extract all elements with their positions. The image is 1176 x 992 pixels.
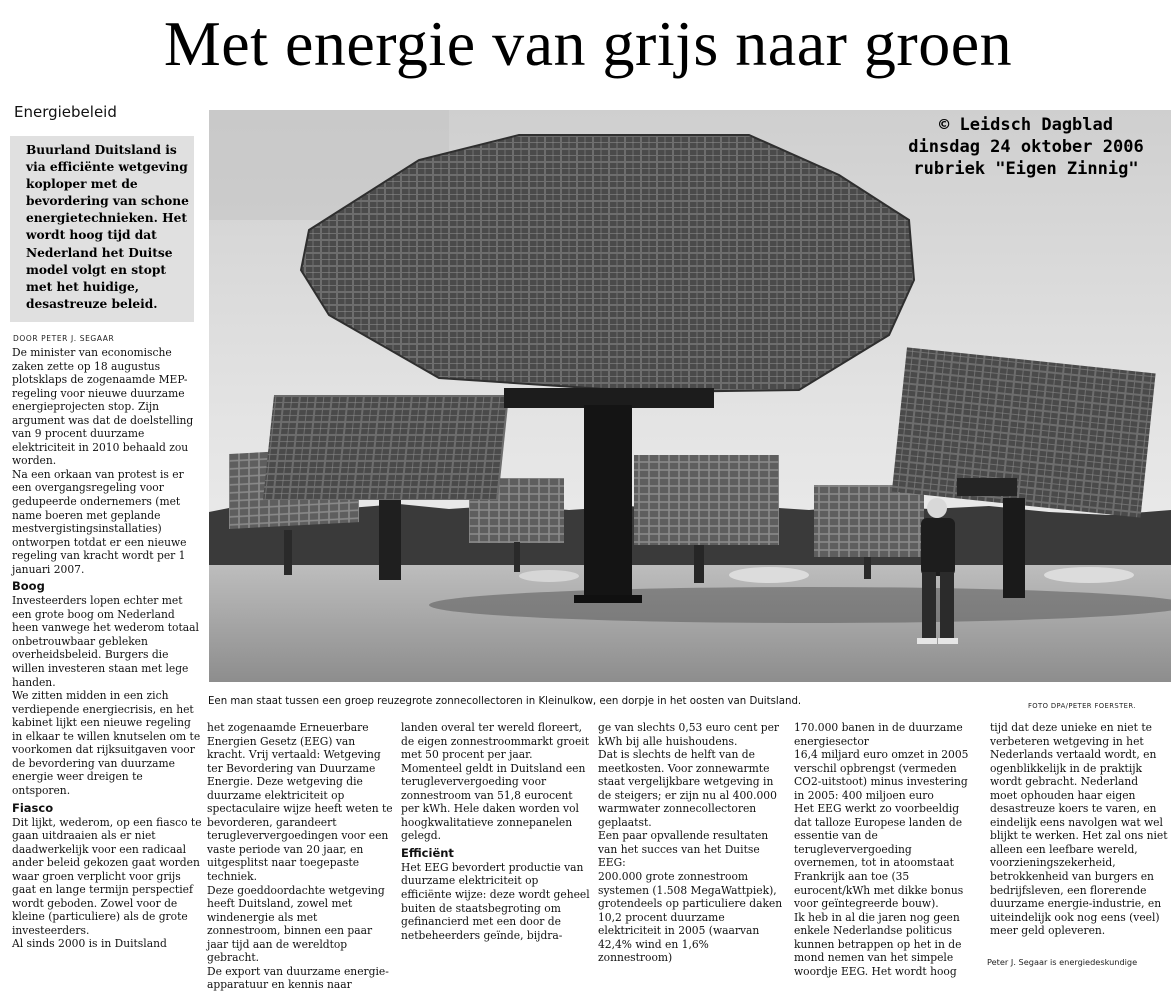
article-column-2 bbox=[207, 721, 394, 992]
lead-text: Buurland Duitsland is via efficiënte wetgeving koploper met de bevordering van schone energietechnieken. Het wordt hoog tijd dat Nederland het Duitse model volgt en stopt met het huidige, desastreuze beleid. bbox=[26, 143, 189, 311]
headline: Met energie van grijs naar groen bbox=[163, 8, 1013, 79]
paragraph: 200.000 grote zonnestroom systemen (1.508 MegaWattpiek), grotendeels op particuliere daken bbox=[598, 870, 783, 911]
paragraph: Al sinds 2000 is in Duitsland bbox=[12, 937, 167, 951]
paragraph: We zitten midden in een zich verdiepende energiecrisis, en het kabinet lijkt een nieuwe regeling in elkaar te willen knutselen om te voorkomen dat rijksuitgaven voor de bevordering van duurzame energie weer dreigen te ontsporen. bbox=[12, 689, 201, 797]
photo-credit: FOTO DPA/PETER FOERSTER. bbox=[1028, 702, 1136, 710]
paragraph: Het EEG bevordert productie van duurzame elektriciteit op efficiënte wijze: deze wordt geheel buiten de staatsbegroting om gefinancierd met een door de netbeheerders geïnde, bijdra- bbox=[401, 860, 590, 942]
article-column-4 bbox=[598, 721, 786, 965]
article-column-3 bbox=[401, 721, 590, 942]
paragraph: Na een orkaan van protest is er een overgangsregeling voor gedupeerde ondernemers (met name boeren met geplande mestvergistingsinstallaties) ontworpen totdat er een nieuwe regeling van kracht wordt per 1 januari 2007. bbox=[12, 467, 187, 576]
subheading-boog: Boog bbox=[12, 579, 45, 594]
paragraph: Momenteel geldt in Duitsland een terugleververgoeding voor zonnestroom van 51,8 eurocent per kWh. Hele daken worden vol hoogkwalitatieve zonnepanelen gelegd. bbox=[401, 761, 586, 843]
section-label: Energiebeleid bbox=[14, 103, 117, 121]
copyright-line: rubriek "Eigen Zinnig" bbox=[913, 159, 1139, 179]
article-column-6 bbox=[990, 721, 1168, 938]
paragraph: Een paar opvallende resultaten van het succes van het Duitse EEG: bbox=[598, 829, 769, 870]
paragraph: 170.000 banen in de duurzame energiesector bbox=[794, 721, 963, 748]
article-column-5 bbox=[794, 721, 974, 978]
paragraph: 16,4 miljard euro omzet in 2005 verschil opbrengst (vermeden CO2-uitstoot) minus investering in 2005: 400 miljoen euro bbox=[794, 748, 969, 802]
author-note: Peter J. Segaar is energiedeskundige bbox=[987, 957, 1138, 967]
byline: DOOR PETER J. SEGAAR bbox=[13, 334, 115, 343]
paragraph: Investeerders lopen echter met een grote boog om Nederland heen vanwege het wederom totaal onbetrouwbaar gebleken overheidsbeleid. Burgers die willen investeren staan met lege handen. bbox=[12, 594, 199, 689]
paragraph: 10,2 procent duurzame elektriciteit in 2005 (waarvan 42,4% wind en 1,6% zonnestroom) bbox=[598, 910, 760, 965]
paragraph: De export van duurzame energie-apparatuur en kennis naar bbox=[207, 964, 389, 992]
paragraph: Dat is slechts de helft van de meetkosten. Voor zonnewarmte staat vergelijkbare wetgeving in de steigers; er zijn nu al 400.000 warmwater zonnecollectoren geplaatst. bbox=[598, 748, 777, 829]
paragraph: tijd dat deze unieke en niet te verbeteren wetgeving in het Nederlands vertaald wordt, en ogenblikkelijk in de praktijk wordt gebracht. Nederland moet ophouden haar eigen desastreuze koers te varen, en eindelijk eens navolgen wat wel blijkt te werken. Het zal ons niet alleen een leefbare wereld, voorzieningszekerheid, betrokkenheid van burgers en bedrijfsleven, een florerende duurzame energie-industrie, en uiteindelijk ook nog eens (veel) meer geld opleveren. bbox=[990, 721, 1168, 938]
subheading-efficient: Efficiënt bbox=[401, 845, 454, 860]
paragraph: Het EEG werkt zo voorbeeldig dat talloze Europese landen de essentie van de terugleververgoeding overnemen, tot in atoomstaat Frankrijk aan toe (35 eurocent/kWh met dikke bonus voor geïntegreerde bouw). bbox=[794, 802, 964, 911]
copyright-notice bbox=[880, 114, 1172, 180]
solar-collectors-photo bbox=[209, 110, 1171, 682]
copyright-line: © Leidsch Dagblad bbox=[939, 115, 1113, 135]
paragraph: het zogenaamde Erneuerbare Energien Gesetz (EEG) van kracht. Vrij vertaald: Wetgeving ter Bevordering van Duurzame Energie. Deze wetgeving die duurzame elektriciteit op spectaculaire wijze heeft weten te bevorderen, garandeert terugleververgoedingen voor een vaste periode van 20 jaar, en uitgesplitst naar toegepaste techniek. bbox=[207, 721, 393, 884]
copyright-line: dinsdag 24 oktober 2006 bbox=[908, 137, 1144, 157]
paragraph: Dit lijkt, wederom, op een fiasco te gaan uitdraaien als er niet daadwerkelijk voor een radicaal ander beleid gekozen gaat worden waar groen verplicht voor grijs gaat en lange termijn perspectief wordt geboden. Zowel voor de kleine (particuliere) als de grote investeerders. bbox=[12, 815, 202, 937]
paragraph: Deze goeddoordachte wetgeving heeft Duitsland, zowel met windenergie als met zonnestroom, binnen een paar jaar tijd aan de wereldtop gebracht. bbox=[207, 883, 385, 965]
paragraph: landen overal ter wereld floreert, de eigen zonnestroommarkt groeit met 50 procent per jaar. bbox=[401, 721, 590, 762]
paragraph: ge van slechts 0,53 euro cent per kWh bij alle huishoudens. bbox=[598, 721, 780, 748]
paragraph: Ik heb in al die jaren nog geen enkele Nederlandse politicus kunnen betrappen op het in de mond nemen van het simpele woordje EEG. Het wordt hoog bbox=[794, 910, 962, 978]
subheading-fiasco: Fiasco bbox=[12, 800, 54, 815]
photo-caption: Een man staat tussen een groep reuzegrote zonnecollectoren in Kleinulkow, een dorpje in het oosten van Duitsland. bbox=[208, 696, 802, 707]
paragraph: De minister van economische zaken zette op 18 augustus plotsklaps de zogenaamde MEP-regeling voor nieuwe duurzame energieprojecten stop. Zijn argument was dat de doelstelling van 9 procent duurzame elektriciteit in 2010 behaald zou worden. bbox=[12, 346, 194, 468]
article-column-1 bbox=[12, 346, 202, 951]
